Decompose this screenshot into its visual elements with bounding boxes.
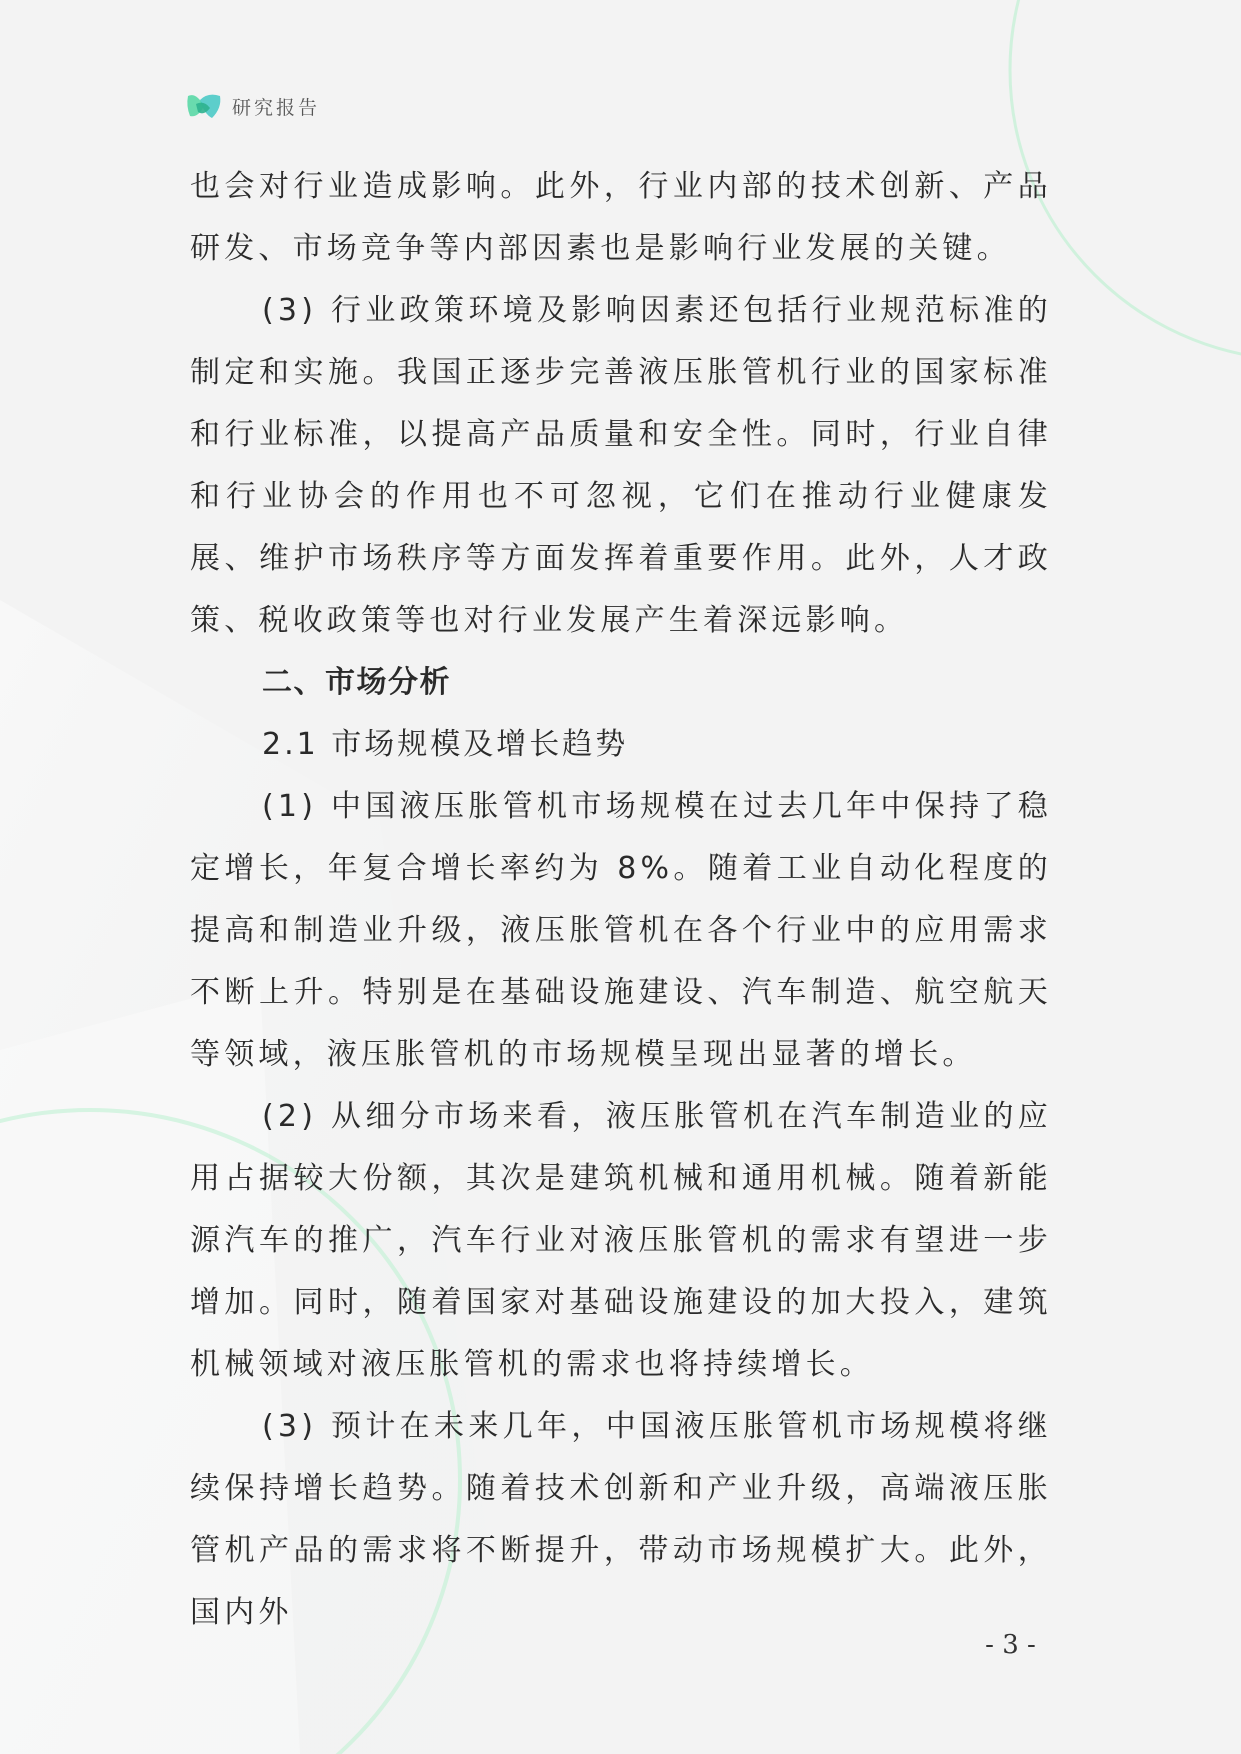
paragraph-market-2: (2) 从细分市场来看，液压胀管机在汽车制造业的应用占据较大份额，其次是建筑机械和通用机械。随着新能源汽车的推广，汽车行业对液压胀管机的需求有望进一步增加。同时，随着国家对基础设施建设的加大投入，建筑机械领域对液压胀管机的需求也将持续增长。 <box>190 1099 1052 1382</box>
subsection-heading: 2.1 市场规模及增长趋势 <box>262 727 629 762</box>
paragraph-policy-3: (3) 行业政策环境及影响因素还包括行业规范标准的制定和实施。我国正逐步完善液压胀管机行业的国家标准和行业标准，以提高产品质量和安全性。同时，行业自律和行业协会的作用也不可忽视，它们在推动行业健康发展、维护市场秩序等方面发挥着重要作用。此外，人才政策、税收政策等也对行业发展产生着深远影响。 <box>190 293 1052 638</box>
paragraph-market-3: (3) 预计在未来几年，中国液压胀管机市场规模将继续保持增长趋势。随着技术创新和产业升级，高端液压胀管机产品的需求将不断提升，带动市场规模扩大。此外，国内外 <box>190 1409 1052 1630</box>
report-header <box>186 88 320 124</box>
document-body <box>190 156 1052 1644</box>
paragraph-market-1: (1) 中国液压胀管机市场规模在过去几年中保持了稳定增长，年复合增长率约为 8%。随着工业自动化程度的提高和制造业升级，液压胀管机在各个行业中的应用需求不断上升。特别是在基础设施建设、汽车制造、航空航天等领域，液压胀管机的市场规模呈现出显著的增长。 <box>190 789 1052 1072</box>
paragraph-continuation: 也会对行业造成影响。此外，行业内部的技术创新、产品研发、市场竞争等内部因素也是影响行业发展的关键。 <box>190 169 1052 266</box>
section-heading: 二、市场分析 <box>262 665 451 700</box>
brand-logo-icon <box>186 90 222 122</box>
report-type-label: 研究报告 <box>232 96 321 119</box>
page-number: - 3 - <box>985 1630 1036 1660</box>
